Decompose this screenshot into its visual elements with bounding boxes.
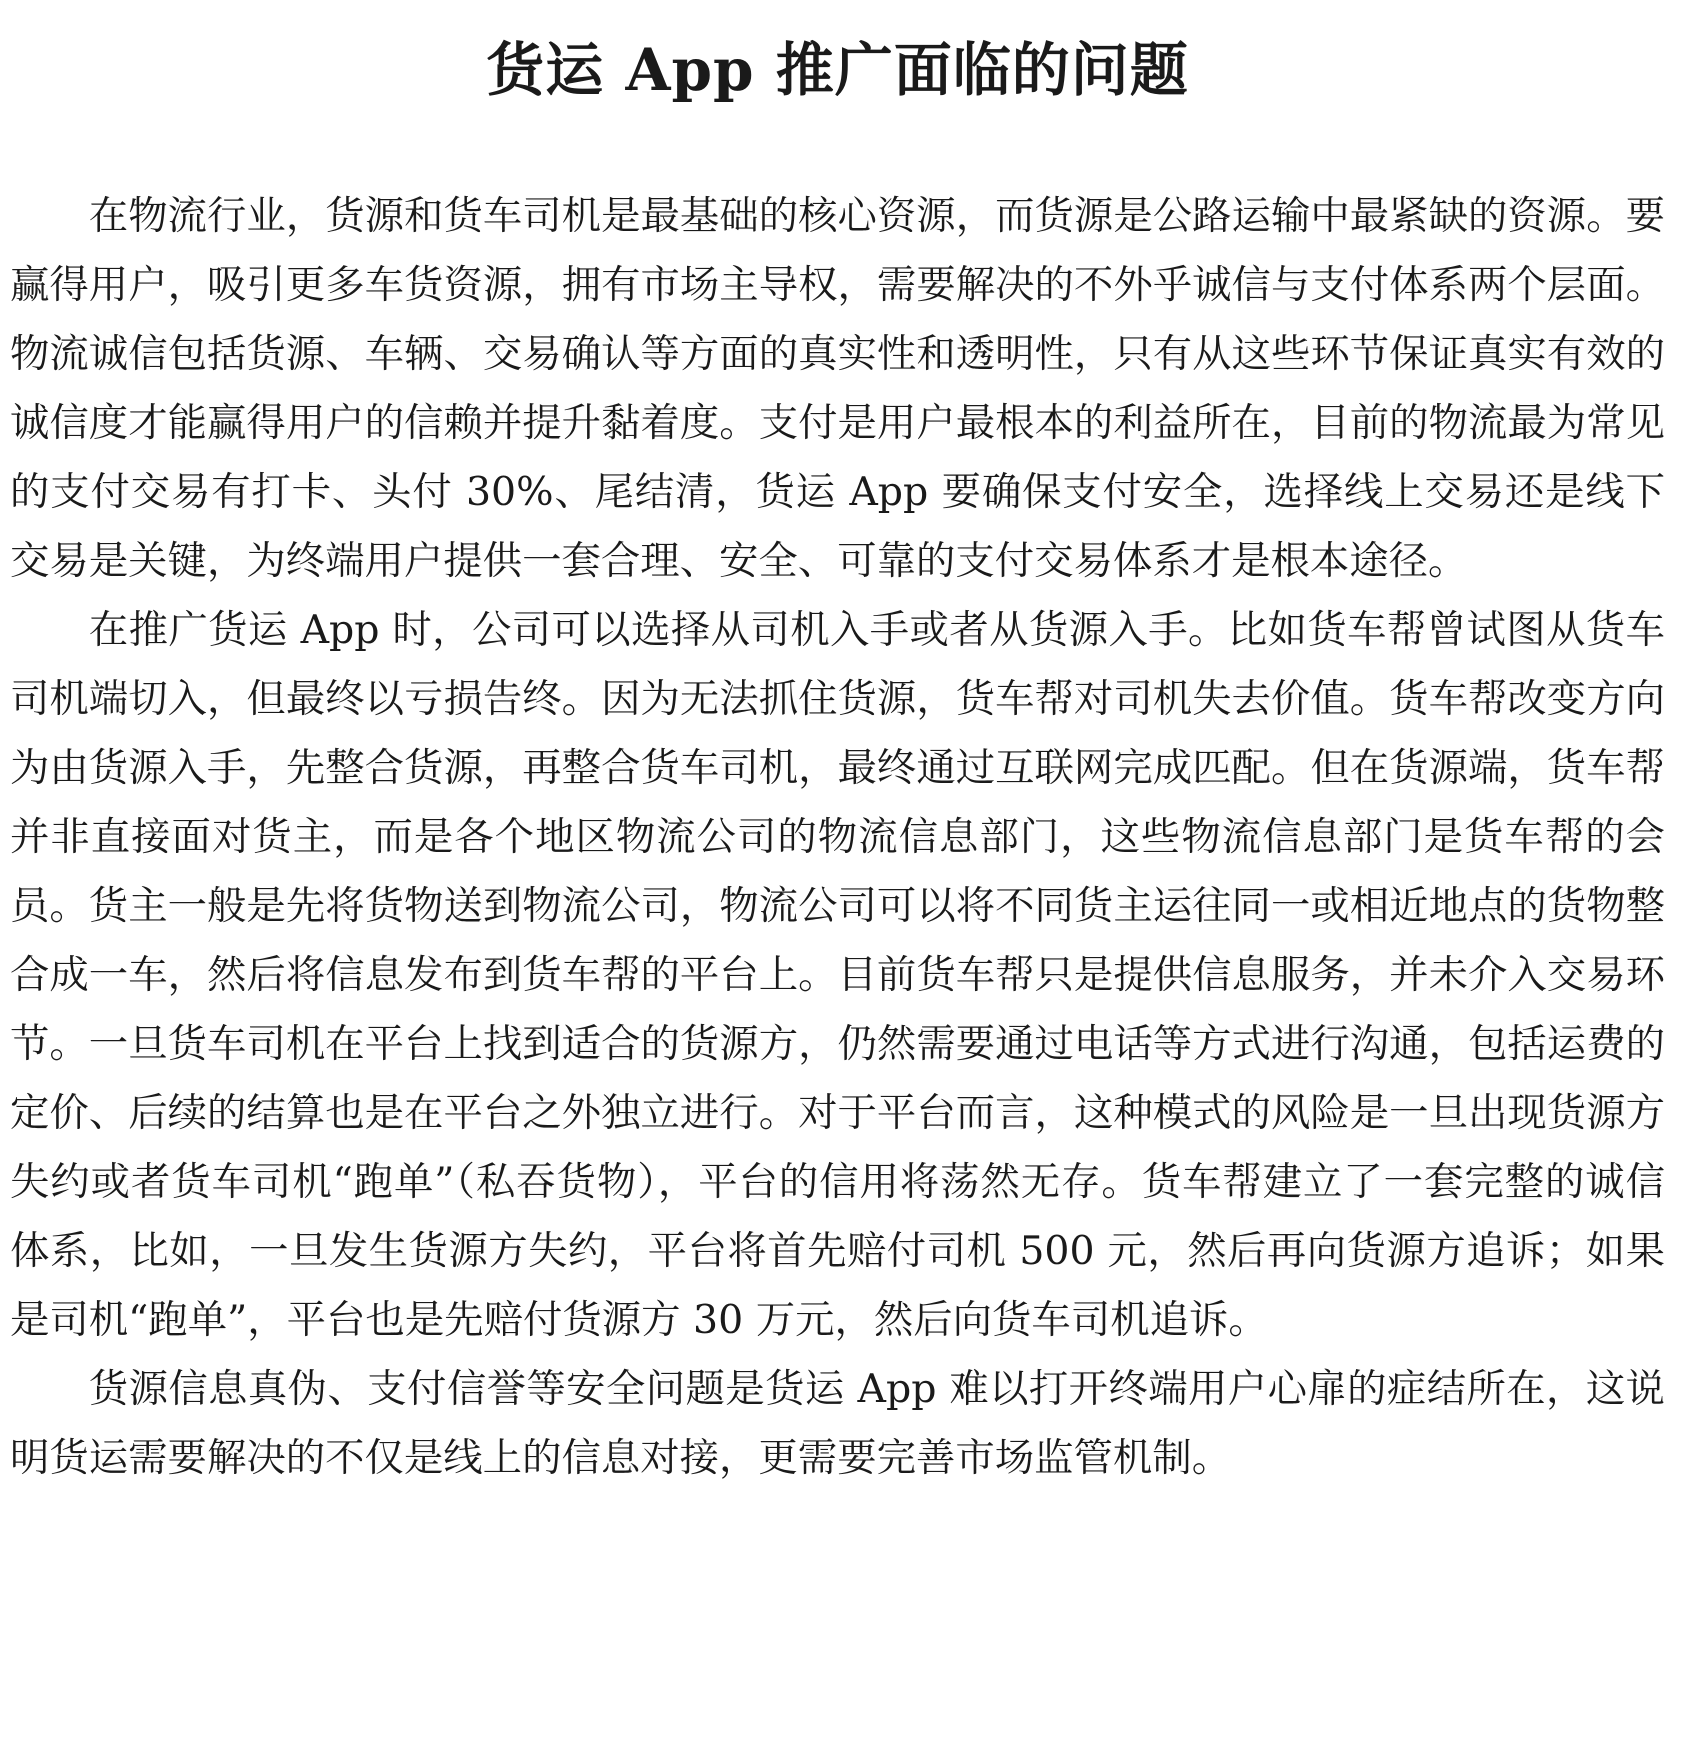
document-body bbox=[10, 182, 1665, 1493]
paragraph-1: 在物流行业，货源和货车司机是最基础的核心资源，而货源是公路运输中最紧缺的资源。要赢得用户，吸引更多车货资源，拥有市场主导权，需要解决的不外乎诚信与支付体系两个层面。物流诚信包括货源、车辆、交易确认等方面的真实性和透明性，只有从这些环节保证真实有效的诚信度才能赢得用户的信赖并提升黏着度。支付是用户最根本的利益所在，目前的物流最为常见的支付交易有打卡、头付 30%、尾结清，货运 App 要确保支付安全，选择线上交易还是线下交易是关键，为终端用户提供一套合理、安全、可靠的支付交易体系才是根本途径。 bbox=[10, 193, 1665, 584]
paragraph-2: 在推广货运 App 时，公司可以选择从司机入手或者从货源入手。比如货车帮曾试图从货车司机端切入，但最终以亏损告终。因为无法抓住货源，货车帮对司机失去价值。货车帮改变方向为由货源入手，先整合货源，再整合货车司机，最终通过互联网完成匹配。但在货源端，货车帮并非直接面对货主，而是各个地区物流公司的物流信息部门，这些物流信息部门是货车帮的会员。货主一般是先将货物送到物流公司，物流公司可以将不同货主运往同一或相近地点的货物整合成一车，然后将信息发布到货车帮的平台上。目前货车帮只是提供信息服务，并未介入交易环节。一旦货车司机在平台上找到适合的货源方，仍然需要通过电话等方式进行沟通，包括运费的定价、后续的结算也是在平台之外独立进行。对于平台而言，这种模式的风险是一旦出现货源方失约或者货车司机“跑单”（私吞货物），平台的信用将荡然无存。货车帮建立了一套完整的诚信体系，比如，一旦发生货源方失约，平台将首先赔付司机 500 元，然后再向货源方追诉；如果是司机“跑单”，平台也是先赔付货源方 30 万元，然后向货车司机追诉。 bbox=[10, 607, 1665, 1343]
paragraph-3: 货源信息真伪、支付信誉等安全问题是货运 App 难以打开终端用户心扉的症结所在，这说明货运需要解决的不仅是线上的信息对接，更需要完善市场监管机制。 bbox=[10, 1366, 1665, 1481]
document-title: 货运 App 推广面临的问题 bbox=[486, 36, 1189, 104]
document-page bbox=[10, 0, 1665, 1493]
